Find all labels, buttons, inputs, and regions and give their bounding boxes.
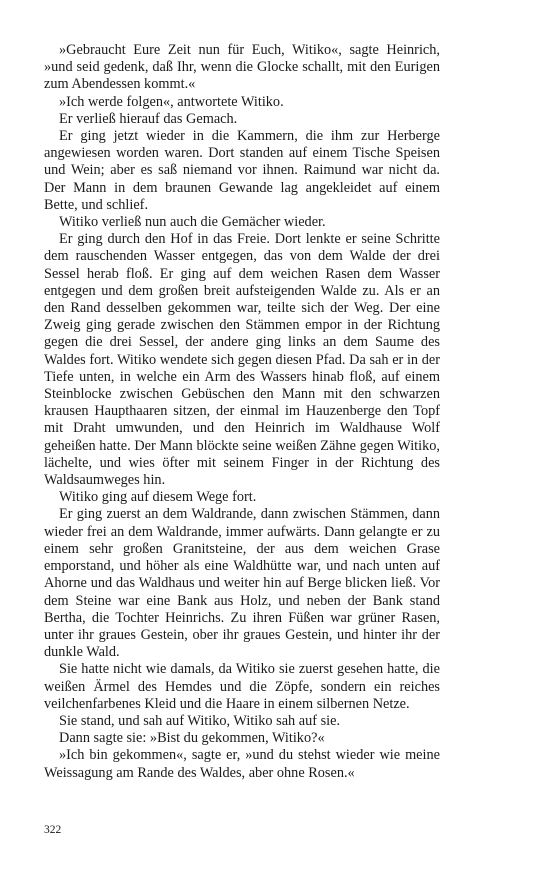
paragraph: Witiko ging auf diesem Wege fort. <box>59 489 257 506</box>
paragraph: »Gebraucht Eure Zeit nun für Euch, Witiko«, sagte Heinrich, »und seid gedenk, daß Ihr, wenn die Glocke schallt, mit den Eurigen zum Abendessen kommt.« <box>44 42 440 93</box>
paragraph: Er ging jetzt wieder in die Kammern, die ihm zur Herberge angewiesen worden waren. Dort standen auf einem Tische Speisen und Wein; aber es saß niemand vor ihnen. Raimund war nicht da. Der Mann in dem braunen Gewande lag angekleidet auf einem Bette, und schlief. <box>44 128 440 213</box>
page-number: 322 <box>44 824 62 836</box>
paragraph: Sie hatte nicht wie damals, da Witiko sie zuerst gesehen hatte, die weißen Ärmel des Hemdes und die Zöpfe, sondern ein reiches veilchenfarbenes Kleid und die Haare in einem silbernen Netze. <box>44 661 440 712</box>
paragraph: Witiko verließ nun auch die Gemächer wieder. <box>59 214 326 231</box>
paragraph: Sie stand, und sah auf Witiko, Witiko sah auf sie. <box>59 712 341 729</box>
paragraph: Er verließ hierauf das Gemach. <box>59 110 238 127</box>
paragraph: Dann sagte sie: »Bist du gekommen, Witiko?« <box>59 730 325 747</box>
paragraph: Er ging zuerst an dem Waldrande, dann zwischen Stämmen, dann wieder frei an dem Waldrande, immer aufwärts. Dann gelangte er zu einem sehr großen Granitsteine, der aus dem weichen Grase emporstand, und höher als eine Waldhütte war, und nach unten auf Ahorne und das Waldhaus und weiter hin auf Berge blicken ließ. Vor dem Steine war eine Bank aus Holz, und neben der Bank stand Bertha, die Tochter Heinrichs. Zu ihren Füßen war grüner Rasen, unter ihr graues Gestein, ober ihr graues Gestein, und hinter ihr der dunkle Wald. <box>44 506 440 661</box>
body-text <box>44 42 440 782</box>
paragraph: »Ich bin gekommen«, sagte er, »und du stehst wieder wie meine Weissagung am Rande des Waldes, aber ohne Rosen.« <box>44 747 440 781</box>
paragraph: »Ich werde folgen«, antwortete Witiko. <box>59 93 284 110</box>
paragraph: Er ging durch den Hof in das Freie. Dort lenkte er seine Schritte dem rauschenden Wasser entgegen, das von dem Walde der drei Sessel herab floß. Er ging auf dem weichen Rasen dem Wasser entgegen und dem großen breit aufsteigenden Walde zu. Als er an den Rand desselben gekommen war, teilte sich der Weg. Der eine Zweig ging gerade zwischen den Stämmen empor in der Richtung gegen die drei Sessel, der andere ging links an dem Saume des Waldes fort. Witiko wendete sich gegen diesen Pfad. Da sah er in der Tiefe unten, in welche ein Arm des Wassers hinab floß, auf einem Steinblocke zwischen Gebüschen den Mann mit den schwarzen krausen Haupthaaren sitzen, der einmal im Hauzenberge den Topf mit Draht umwunden, und den Heinrich im Waldhause Wolf geheißen hatte. Der Mann blöckte seine weißen Zähne gegen Witiko, lächelte, und wies öfter mit seinem Finger in der Richtung des Waldsaumweges hin. <box>44 231 440 489</box>
